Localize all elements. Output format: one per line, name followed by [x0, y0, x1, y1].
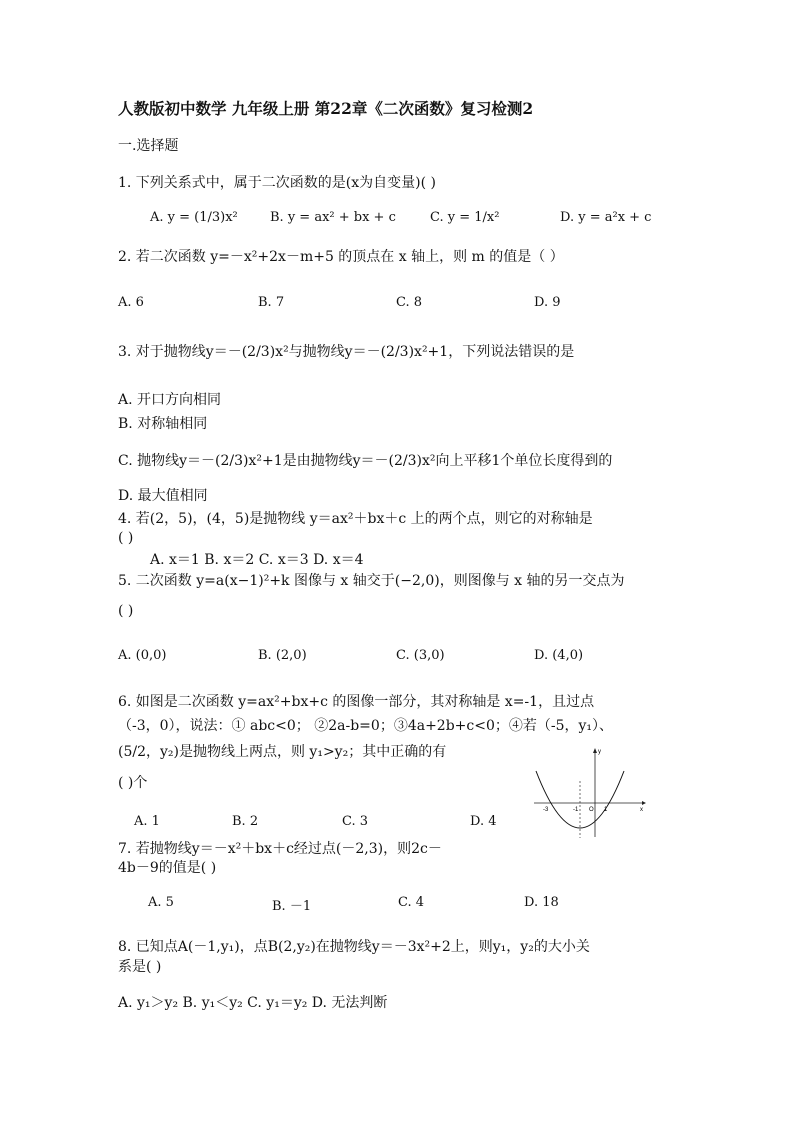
origin-label: O: [589, 807, 594, 813]
q3-option-b: B. 对称轴相同: [118, 416, 208, 432]
tick-label-1: 1: [604, 807, 608, 813]
x-axis-arrow: [642, 801, 646, 805]
question-8-line-2: 系是( ): [118, 959, 162, 975]
q5-option-d: D. (4,0): [534, 648, 584, 663]
page-title: 人教版初中数学 九年级上册 第22章《二次函数》复习检测2: [118, 99, 534, 118]
y-axis-label: y: [598, 749, 601, 755]
q3-option-c: C. 抛物线y＝－(2/3)x²+1是由抛物线y＝－(2/3)x²向上平移1个单位长度得到的: [118, 453, 613, 469]
q7-option-b: B. －1: [272, 899, 312, 914]
question-3-stem: 3. 对于抛物线y＝－(2/3)x²与抛物线y＝－(2/3)x²+1，下列说法错误的是: [118, 344, 575, 360]
question-5-stem-bracket: ( ): [118, 603, 134, 619]
q7-option-d: D. 18: [524, 895, 559, 910]
question-7-line-2: 4b－9的值是( ): [118, 860, 217, 876]
q2-option-d: D. 9: [534, 295, 561, 310]
q1-option-a: A. y = (1/3)x²: [150, 210, 238, 225]
x-axis-label: x: [640, 807, 643, 813]
y-axis-arrow: [593, 748, 597, 753]
q3-option-a: A. 开口方向相同: [118, 392, 222, 408]
parabola-curve: [536, 771, 624, 828]
question-4-stem: 4. 若(2，5)，(4，5)是抛物线 y＝ax²＋bx＋c 上的两个点，则它的对称轴是: [118, 511, 593, 527]
q6-option-a: A. 1: [134, 814, 160, 829]
parabola-graph: [528, 745, 648, 840]
q7-option-a: A. 5: [148, 895, 174, 910]
question-5-stem: 5. 二次函数 y=a(x−1)²+k 图像与 x 轴交于(−2,0)，则图像与 x 轴的另一交点为: [118, 573, 625, 589]
q4-options: A. x＝1 B. x＝2 C. x＝3 D. x＝4: [150, 552, 364, 568]
q1-option-b: B. y = ax² + bx + c: [270, 210, 396, 225]
section-heading: 一.选择题: [118, 138, 179, 154]
q8-options: A. y₁＞y₂ B. y₁＜y₂ C. y₁＝y₂ D. 无法判断: [118, 995, 388, 1011]
q6-option-d: D. 4: [470, 814, 497, 829]
question-6-line-4: ( )个: [118, 775, 148, 791]
q7-option-c: C. 4: [398, 895, 425, 910]
question-6-line-3: (5/2，y₂)是抛物线上两点，则 y₁>y₂；其中正确的有: [118, 744, 447, 760]
question-4-stem-bracket: ( ): [118, 530, 134, 546]
question-6-line-1: 6. 如图是二次函数 y=ax²+bx+c 的图像一部分，其对称轴是 x=-1，且过点: [118, 694, 595, 710]
q5-option-a: A. (0,0): [118, 648, 167, 663]
q1-option-c: C. y = 1/x²: [430, 210, 500, 225]
tick-label-neg3: -3: [543, 807, 549, 813]
question-6-line-2: （-3，0），说法：① abc<0； ②2a-b=0；③4a+2b+c<0；④若（-5，y₁）、: [118, 718, 614, 734]
q2-option-a: A. 6: [118, 295, 144, 310]
question-7-line-1: 7. 若抛物线y＝－x²＋bx＋c经过点(－2,3)，则2c－: [118, 841, 442, 857]
tick-label-neg1: -1: [573, 807, 579, 813]
question-8-line-1: 8. 已知点A(－1,y₁)，点B(2,y₂)在抛物线y＝－3x²+2上，则y₁，y₂的大小关: [118, 939, 590, 955]
q6-option-b: B. 2: [232, 814, 259, 829]
q6-option-c: C. 3: [342, 814, 369, 829]
q5-option-b: B. (2,0): [258, 648, 307, 663]
q2-option-b: B. 7: [258, 295, 285, 310]
q3-option-d: D. 最大值相同: [118, 488, 208, 504]
q2-option-c: C. 8: [396, 295, 423, 310]
question-1-stem: 1. 下列关系式中，属于二次函数的是(x为自变量)( ): [118, 175, 436, 191]
q1-option-d: D. y = a²x + c: [560, 210, 652, 225]
q5-option-c: C. (3,0): [396, 648, 445, 663]
question-2-stem: 2. 若二次函数 y=－x²+2x－m+5 的顶点在 x 轴上，则 m 的值是（ ）: [118, 249, 564, 265]
